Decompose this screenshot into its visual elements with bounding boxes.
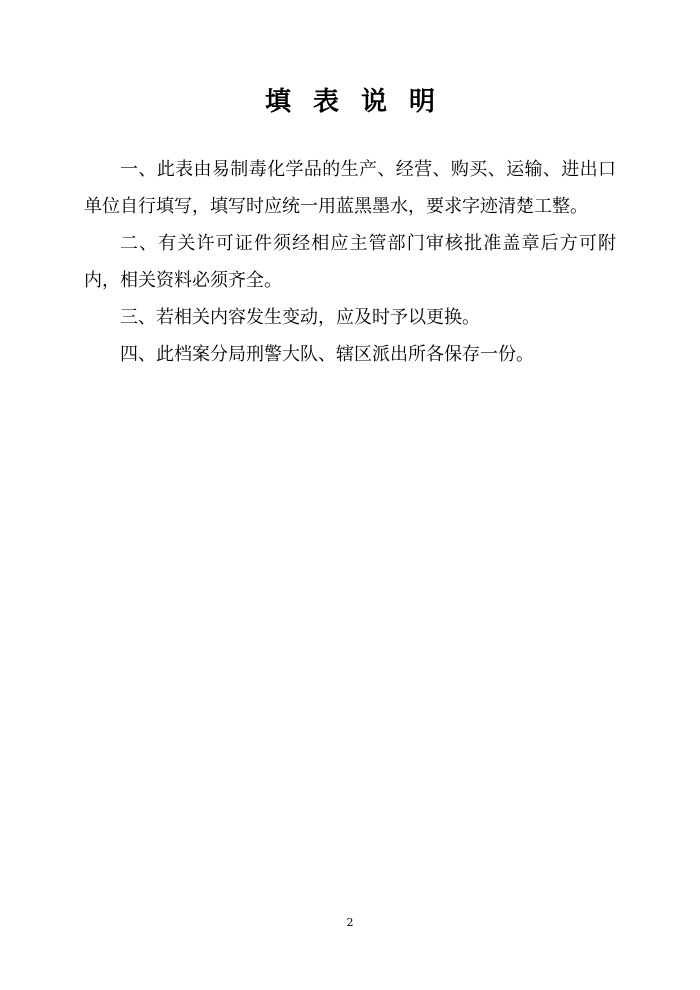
instruction-paragraph-2: 二、有关许可证件须经相应主管部门审核批准盖章后方可附内，相关资料必须齐全。 [84, 233, 616, 291]
instruction-paragraph-1: 一、此表由易制毒化学品的生产、经营、购买、运输、进出口单位自行填写，填写时应统一用蓝黑墨水，要求字迹清楚工整。 [84, 159, 616, 217]
instructions-body [84, 151, 616, 373]
instruction-paragraph-4: 四、此档案分局刑警大队、辖区派出所各保存一份。 [120, 344, 534, 365]
instruction-paragraph-3: 三、若相关内容发生变动，应及时予以更换。 [120, 307, 480, 328]
page-number: 2 [346, 916, 354, 929]
page-title: 填表说明 [264, 87, 457, 117]
